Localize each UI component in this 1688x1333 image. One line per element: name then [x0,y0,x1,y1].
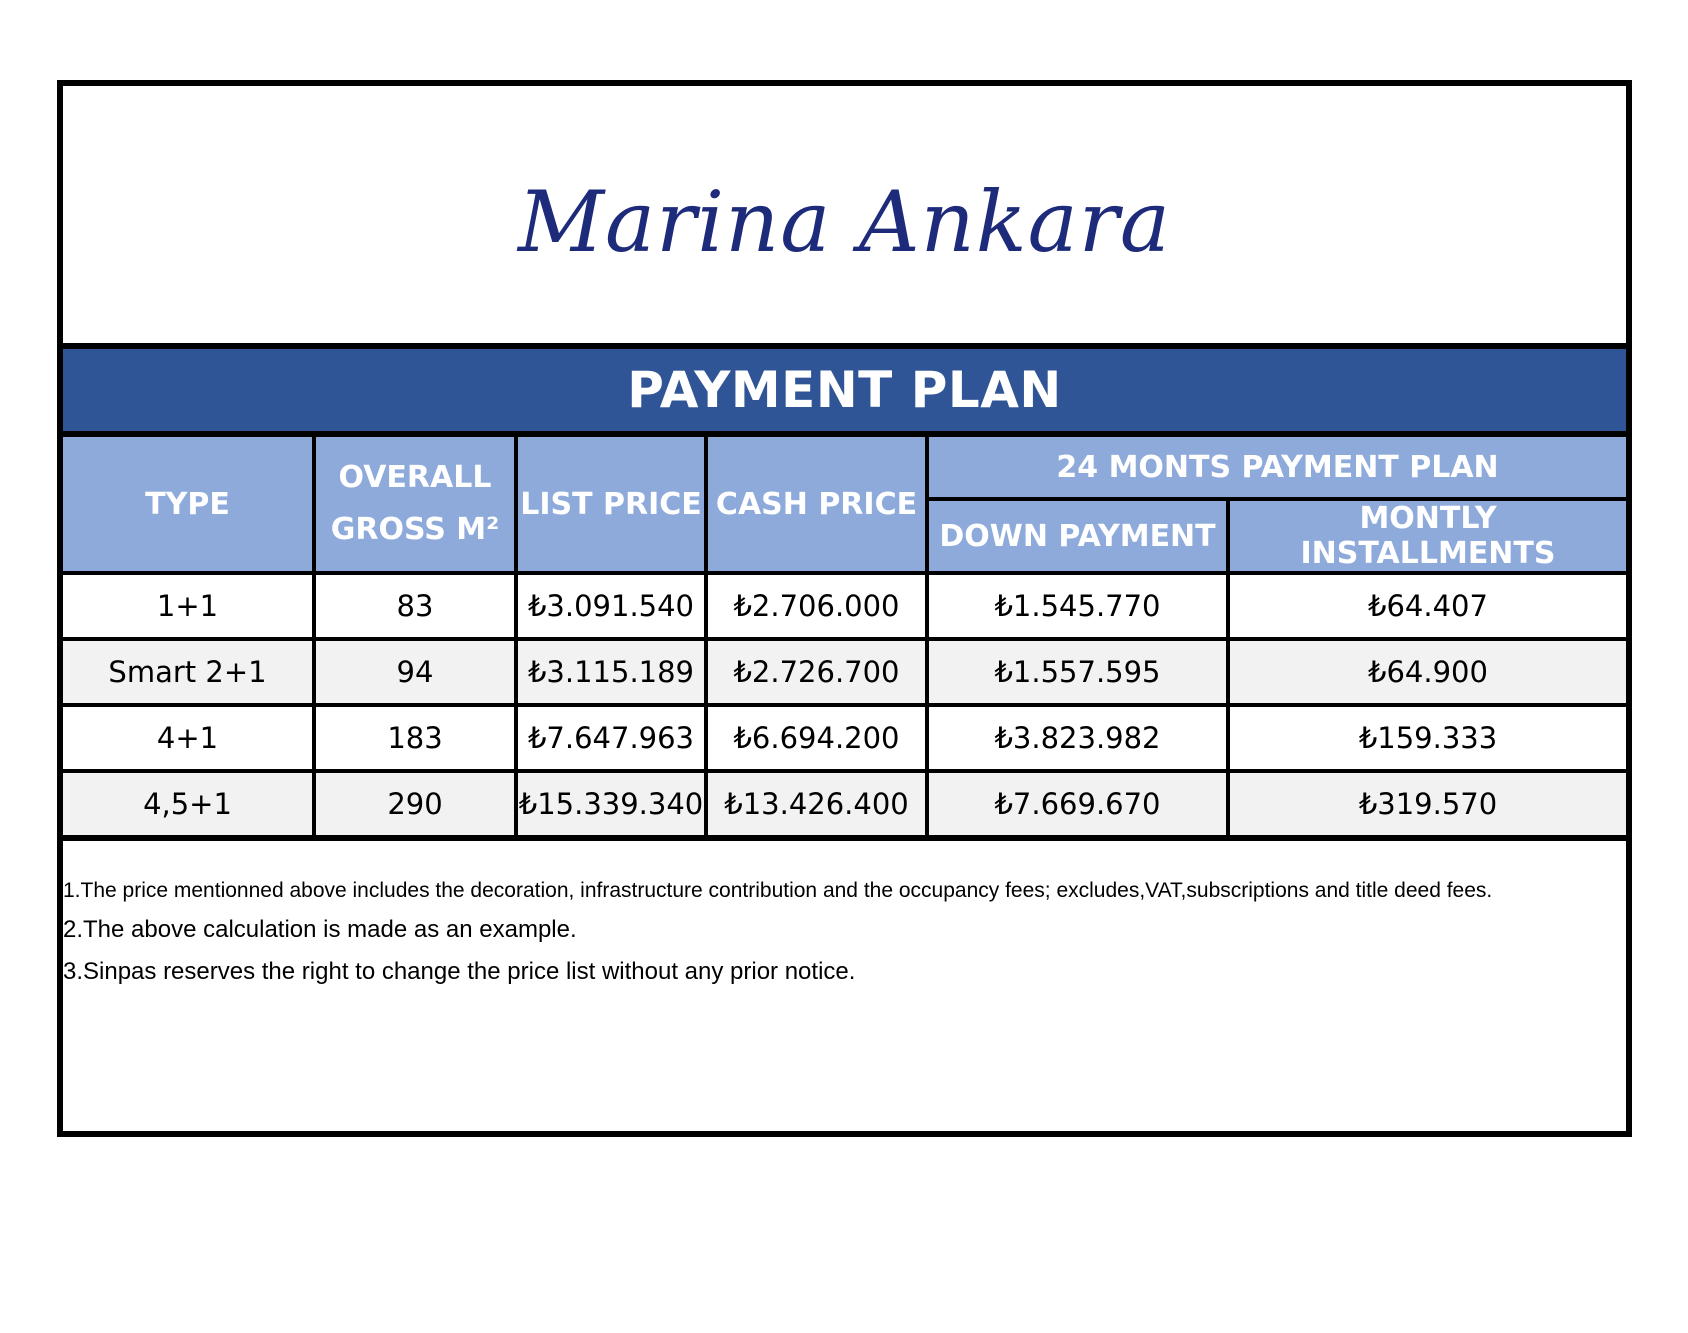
cell-type: 4+1 [63,705,314,771]
cell-type: 4,5+1 [63,771,314,838]
cell-cash-price: ₺13.426.400 [706,771,927,838]
cell-list-price: ₺3.115.189 [516,639,706,705]
cell-gross: 94 [314,639,516,705]
cell-down-payment: ₺3.823.982 [927,705,1228,771]
header-down-payment: DOWN PAYMENT [927,499,1228,573]
cell-list-price: ₺3.091.540 [516,573,706,639]
brand-logo: Marina Ankara [518,172,1171,271]
cell-monthly: ₺64.900 [1228,639,1626,705]
cell-down-payment: ₺1.545.770 [927,573,1228,639]
header-type: TYPE [63,434,314,573]
cell-monthly: ₺159.333 [1228,705,1626,771]
logo-area [63,86,1626,343]
cell-monthly: ₺319.570 [1228,771,1626,838]
table-row [63,771,1626,838]
cell-list-price: ₺7.647.963 [516,705,706,771]
header-gross-line2: GROSS M² [330,512,500,547]
header-plan-group: 24 MONTS PAYMENT PLAN [927,434,1626,499]
footnote: 1.The price mentionned above includes the decoration, infrastructure contribution and the occupancy fees; excludes,VAT,subscriptions and title deed fees. [63,879,1493,902]
cell-cash-price: ₺2.726.700 [706,639,927,705]
cell-gross: 183 [314,705,516,771]
table-row [63,573,1626,639]
cell-type: 1+1 [63,573,314,639]
cell-cash-price: ₺6.694.200 [706,705,927,771]
payment-plan-table [63,431,1626,841]
table-row [63,639,1626,705]
cell-list-price: ₺15.339.340 [516,771,706,838]
cell-down-payment: ₺1.557.595 [927,639,1228,705]
cell-monthly: ₺64.407 [1228,573,1626,639]
footnotes [63,876,1618,988]
header-gross [314,434,516,573]
table-row [63,705,1626,771]
cell-gross: 290 [314,771,516,838]
cell-down-payment: ₺7.669.670 [927,771,1228,838]
header-monthly: MONTLY INSTALLMENTS [1228,499,1626,573]
page-title: PAYMENT PLAN [63,343,1626,431]
table-header-row [63,434,1626,499]
cell-gross: 83 [314,573,516,639]
footnote: 2.The above calculation is made as an example. [63,916,577,943]
payment-plan-sheet [57,80,1632,1137]
cell-cash-price: ₺2.706.000 [706,573,927,639]
header-cash-price: CASH PRICE [706,434,927,573]
cell-type: Smart 2+1 [63,639,314,705]
header-gross-line1: OVERALL [338,460,492,495]
header-list-price: LIST PRICE [516,434,706,573]
footnote: 3.Sinpas reserves the right to change the price list without any prior notice. [63,958,856,985]
